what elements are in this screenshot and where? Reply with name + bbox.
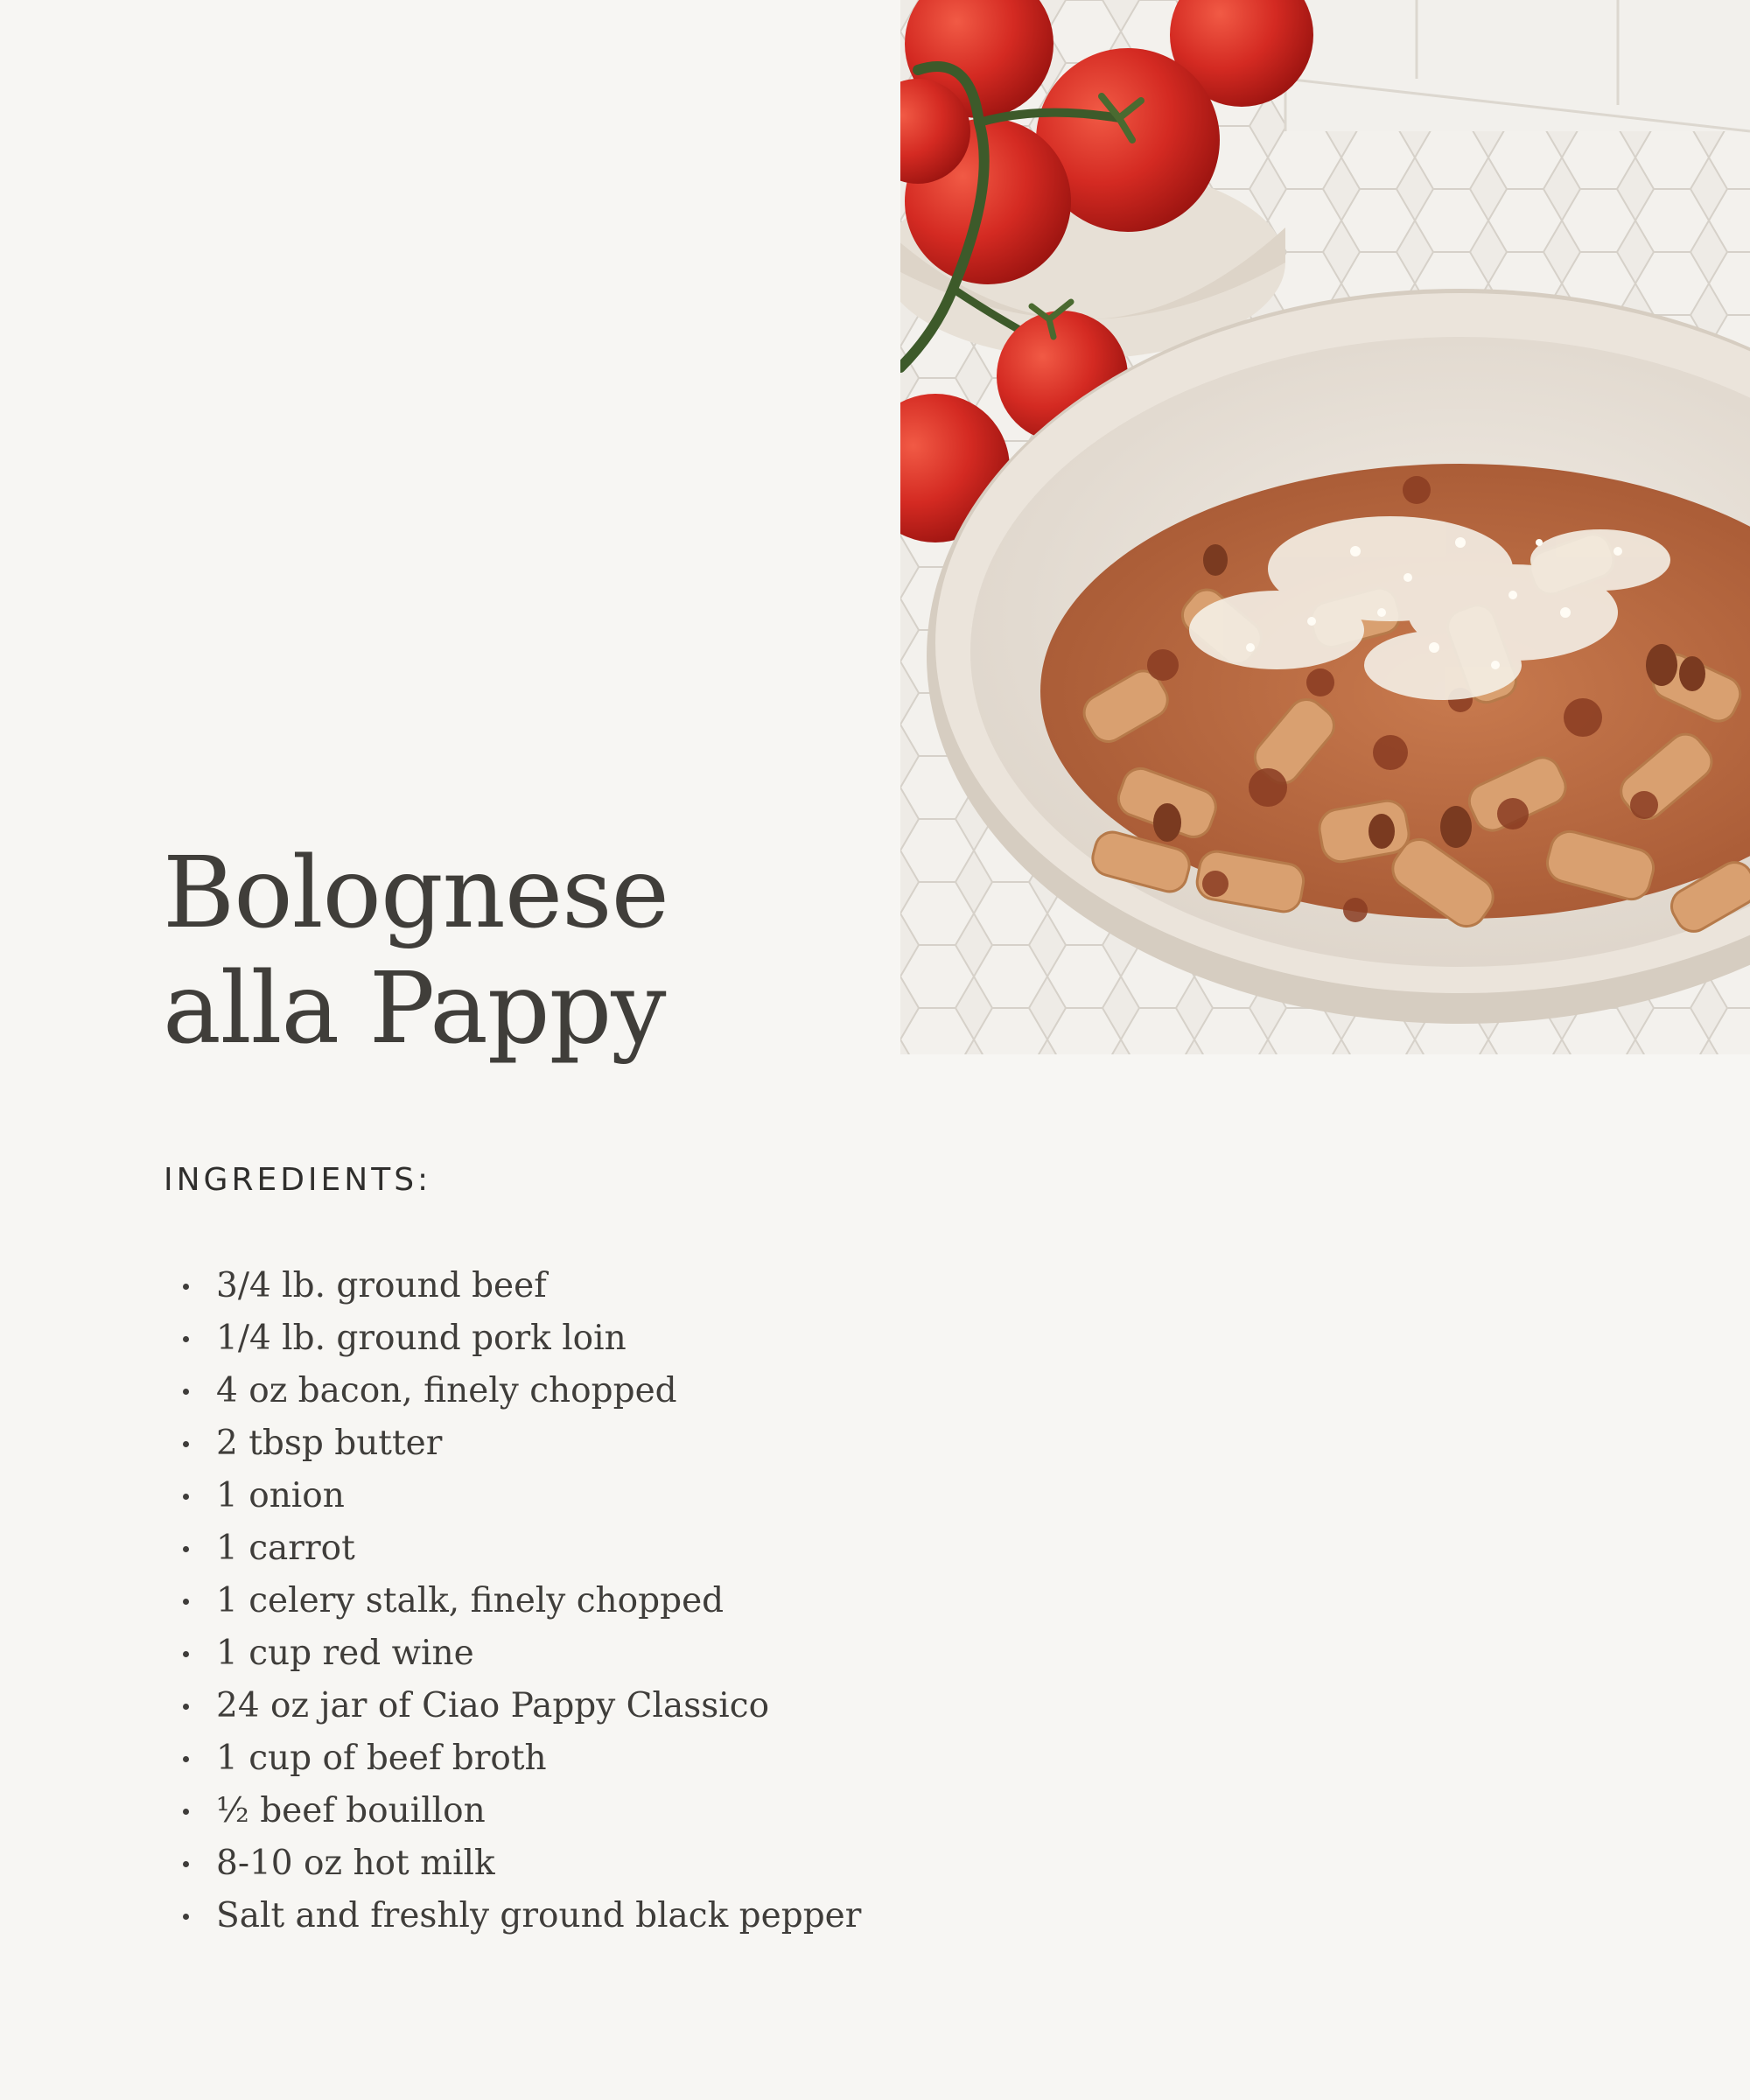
bullet-icon — [183, 1599, 189, 1605]
bullet-icon — [183, 1914, 189, 1920]
ingredient-item — [180, 1732, 861, 1785]
bullet-icon — [183, 1809, 189, 1815]
ingredient-text: 1 celery stalk, finely chopped — [216, 1581, 724, 1620]
ingredient-text: 1 cup red wine — [216, 1634, 474, 1673]
ingredient-text: 4 oz bacon, finely chopped — [216, 1371, 677, 1410]
ingredient-item — [180, 1575, 861, 1628]
ingredient-item — [180, 1838, 861, 1890]
ingredient-item — [180, 1470, 861, 1522]
bullet-icon — [183, 1861, 189, 1867]
bullet-icon — [183, 1494, 189, 1500]
ingredient-text: 24 oz jar of Ciao Pappy Classico — [216, 1686, 770, 1726]
ingredient-item — [180, 1628, 861, 1680]
ingredient-text: 1 cup of beef broth — [216, 1739, 547, 1778]
ingredient-item — [180, 1365, 861, 1418]
ingredient-text: 1/4 lb. ground pork loin — [216, 1319, 626, 1358]
ingredient-text: 3/4 lb. ground beef — [216, 1266, 547, 1306]
ingredient-item — [180, 1312, 861, 1365]
bullet-icon — [183, 1389, 189, 1395]
pasta-photo-illustration — [900, 0, 1750, 1054]
ingredient-item — [180, 1890, 861, 1942]
bullet-icon — [183, 1336, 189, 1342]
hero-photo — [900, 0, 1750, 1054]
bullet-icon — [183, 1756, 189, 1762]
ingredient-item — [180, 1522, 861, 1575]
bullet-icon — [183, 1546, 189, 1552]
recipe-title-line-2: alla Pappy — [163, 952, 666, 1066]
recipe-title — [163, 836, 668, 1067]
ingredients-list — [180, 1260, 861, 1942]
ingredient-text: 1 carrot — [216, 1529, 355, 1568]
recipe-title-line-1: Bolognese — [163, 836, 668, 950]
ingredient-text: 1 onion — [216, 1476, 345, 1516]
ingredient-item — [180, 1418, 861, 1470]
bullet-icon — [183, 1284, 189, 1290]
ingredient-item — [180, 1785, 861, 1838]
bullet-icon — [183, 1441, 189, 1447]
bullet-icon — [183, 1704, 189, 1710]
ingredients-heading: INGREDIENTS: — [164, 1162, 432, 1198]
ingredient-text: 2 tbsp butter — [216, 1424, 443, 1463]
ingredient-text: ½ beef bouillon — [216, 1791, 486, 1830]
ingredient-item — [180, 1680, 861, 1732]
ingredient-item — [180, 1260, 861, 1312]
ingredient-text: Salt and freshly ground black pepper — [216, 1896, 862, 1936]
bullet-icon — [183, 1651, 189, 1657]
ingredient-text: 8-10 oz hot milk — [216, 1844, 495, 1883]
